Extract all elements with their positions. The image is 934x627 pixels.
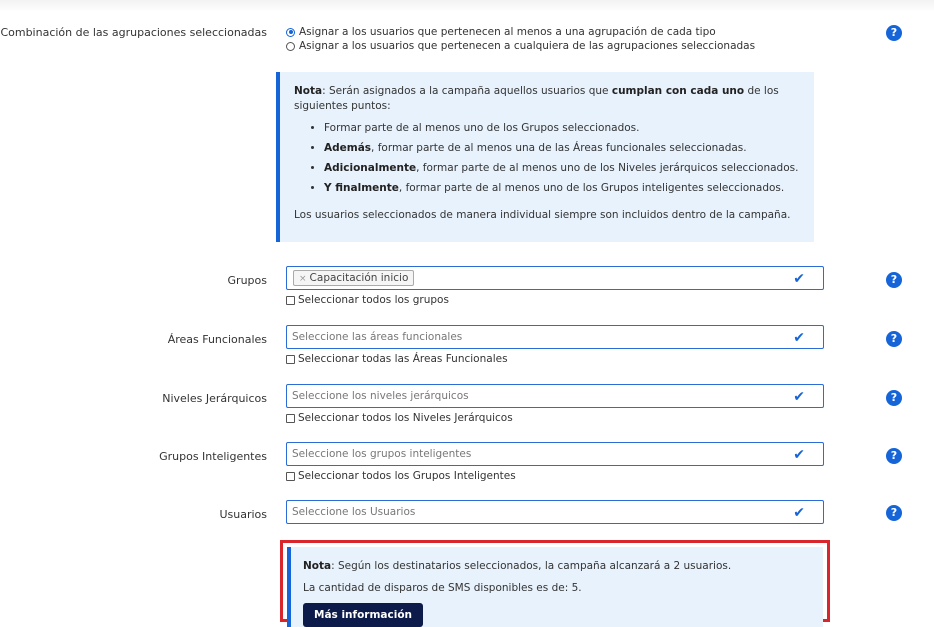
list-item bbox=[324, 138, 800, 158]
list-item-text: , formar parte de al menos uno de los Niveles jerárquicos seleccionados. bbox=[416, 162, 799, 174]
check-icon: ✔ bbox=[793, 505, 805, 521]
grupos-label: Grupos bbox=[227, 274, 267, 287]
combinacion-label: Combinación de las agrupaciones seleccionadas bbox=[0, 26, 267, 39]
list-item-text: Formar parte de al menos uno de los Grupos seleccionados. bbox=[324, 122, 640, 134]
remove-tag-icon[interactable]: × bbox=[299, 274, 307, 284]
usuarios-select[interactable] bbox=[286, 500, 824, 524]
check-icon: ✔ bbox=[793, 330, 805, 346]
highlight-box bbox=[280, 540, 830, 622]
check-icon: ✔ bbox=[793, 447, 805, 463]
help-icon[interactable]: ? bbox=[886, 505, 902, 521]
note-criteria bbox=[276, 72, 814, 242]
note-intro-bold: cumplan con cada uno bbox=[611, 85, 745, 97]
usuarios-placeholder: Seleccione los Usuarios bbox=[292, 506, 416, 518]
grupos-select[interactable] bbox=[286, 266, 824, 290]
checkbox[interactable] bbox=[286, 355, 295, 364]
niveles-placeholder: Seleccione los niveles jerárquicos bbox=[292, 390, 469, 402]
radio-button-unselected[interactable] bbox=[286, 42, 295, 51]
list-item-bold: Adicionalmente bbox=[324, 162, 417, 174]
note-footer: Los usuarios seleccionados de manera individual siempre son incluidos dentro de la campaña. bbox=[294, 209, 791, 221]
radio-option-2[interactable] bbox=[286, 40, 755, 52]
help-icon[interactable]: ? bbox=[886, 25, 902, 41]
more-info-button[interactable]: Más información bbox=[303, 603, 423, 627]
radio-option-1[interactable] bbox=[286, 26, 716, 38]
checkbox-label: Seleccionar todos los Niveles Jerárquicos bbox=[298, 412, 513, 424]
check-icon: ✔ bbox=[793, 389, 805, 405]
checkbox[interactable] bbox=[286, 414, 295, 423]
top-bar bbox=[0, 0, 934, 12]
check-icon: ✔ bbox=[793, 271, 805, 287]
list-item bbox=[324, 178, 800, 198]
selected-tag bbox=[293, 270, 414, 286]
list-item-bold: Y finalmente bbox=[324, 182, 399, 194]
radio-button-selected[interactable] bbox=[286, 28, 295, 37]
list-item bbox=[324, 158, 800, 178]
select-all-inteligentes[interactable] bbox=[286, 470, 516, 482]
help-icon[interactable]: ? bbox=[886, 390, 902, 406]
areas-label: Áreas Funcionales bbox=[167, 333, 267, 346]
radio-option-1-label: Asignar a los usuarios que pertenecen al menos a una agrupación de cada tipo bbox=[299, 26, 716, 38]
radio-option-2-label: Asignar a los usuarios que pertenecen a cualquiera de las agrupaciones seleccionadas bbox=[299, 40, 756, 52]
areas-select[interactable] bbox=[286, 325, 824, 349]
checkbox[interactable] bbox=[286, 296, 295, 305]
checkbox[interactable] bbox=[286, 472, 295, 481]
checkbox-label: Seleccionar todos los grupos bbox=[298, 294, 449, 306]
note-summary bbox=[287, 547, 823, 627]
note-label: Nota bbox=[303, 560, 332, 572]
note-intro-text-end: de los siguientes puntos: bbox=[294, 85, 779, 112]
note-summary-line2: La cantidad de disparos de SMS disponibles es de: 5. bbox=[303, 582, 582, 594]
inteligentes-select[interactable] bbox=[286, 442, 824, 466]
checkbox-label: Seleccionar todas las Áreas Funcionales bbox=[298, 353, 508, 365]
select-all-areas[interactable] bbox=[286, 353, 508, 365]
help-icon[interactable]: ? bbox=[886, 272, 902, 288]
note-bullet-list bbox=[294, 118, 800, 198]
usuarios-label: Usuarios bbox=[219, 508, 267, 521]
help-icon[interactable]: ? bbox=[886, 448, 902, 464]
list-item bbox=[324, 118, 800, 138]
select-all-grupos[interactable] bbox=[286, 294, 449, 306]
help-icon[interactable]: ? bbox=[886, 331, 902, 347]
list-item-text: , formar parte de al menos una de las Áreas funcionales seleccionadas. bbox=[371, 142, 747, 154]
note-label: Nota bbox=[294, 85, 323, 97]
list-item-bold: Además bbox=[324, 142, 372, 154]
note-intro bbox=[294, 84, 800, 114]
note-summary-line1 bbox=[303, 559, 811, 573]
selected-tag-label: Capacitación inicio bbox=[309, 272, 409, 284]
inteligentes-placeholder: Seleccione los grupos inteligentes bbox=[292, 448, 472, 460]
niveles-label: Niveles Jerárquicos bbox=[162, 392, 267, 405]
areas-placeholder: Seleccione las áreas funcionales bbox=[292, 331, 463, 343]
inteligentes-label: Grupos Inteligentes bbox=[159, 450, 267, 463]
note-intro-text: : Serán asignados a la campaña aquellos usuarios que bbox=[322, 85, 612, 97]
list-item-text: , formar parte de al menos uno de los Grupos inteligentes seleccionados. bbox=[398, 182, 785, 194]
checkbox-label: Seleccionar todos los Grupos Inteligentes bbox=[298, 470, 516, 482]
note-summary-text: : Según los destinatarios seleccionados, la campaña alcanzará a 2 usuarios. bbox=[331, 560, 732, 572]
select-all-niveles[interactable] bbox=[286, 412, 513, 424]
niveles-select[interactable] bbox=[286, 384, 824, 408]
